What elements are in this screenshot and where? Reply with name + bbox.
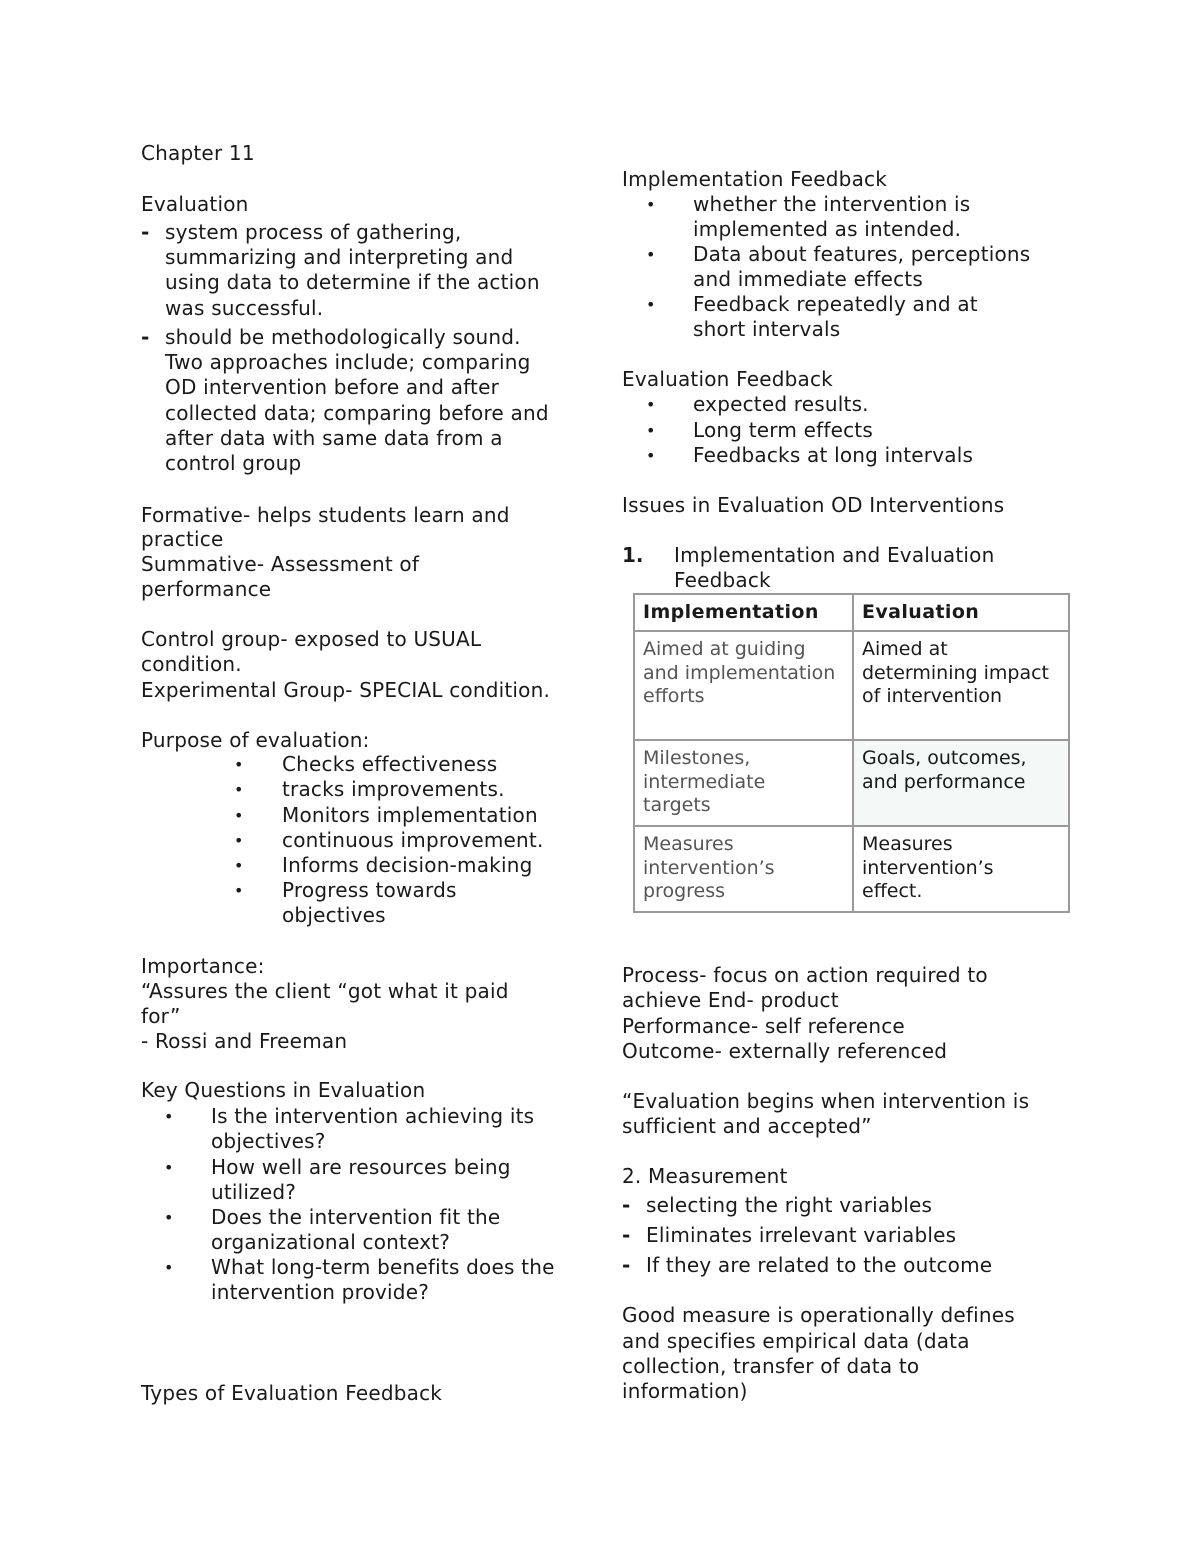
summative-line: performance xyxy=(141,577,272,601)
implementation-item-text: whether the intervention is implemented as intended. xyxy=(693,192,971,242)
bullet-marker: • xyxy=(646,395,656,414)
key-question xyxy=(164,1255,584,1305)
evaluation-feedback-item-text: Long term effects xyxy=(693,418,873,442)
bullet-marker: • xyxy=(234,831,244,850)
purpose-item xyxy=(234,777,574,802)
table-row xyxy=(634,826,1069,912)
implementation-evaluation-table xyxy=(633,593,1070,913)
bullet-marker: • xyxy=(164,1208,174,1227)
key-question-text: How well are resources being utilized? xyxy=(211,1155,511,1205)
bullet-marker: • xyxy=(234,856,244,875)
implementation-item xyxy=(646,192,1066,242)
table-cell xyxy=(853,631,1069,740)
types-heading: Types of Evaluation Feedback xyxy=(141,1381,443,1405)
bullet-marker: • xyxy=(646,295,656,314)
table-cell-text: Measures intervention’s effect. xyxy=(862,833,994,903)
implementation-item xyxy=(646,292,1066,342)
dash-marker: - xyxy=(141,220,150,244)
table-cell xyxy=(634,740,853,826)
bullet-marker: • xyxy=(164,1158,174,1177)
dash-marker: - xyxy=(622,1193,631,1217)
dash-marker: - xyxy=(141,325,150,349)
table-cell xyxy=(853,740,1069,826)
summative-line: Summative- Assessment of xyxy=(141,552,420,576)
evaluation-point xyxy=(141,220,581,321)
importance-quote: “Assures the client “got what it paid xyxy=(141,979,509,1003)
implementation-item-text: Feedback repeatedly and at short intervals xyxy=(693,292,978,342)
performance-line: Performance- self reference xyxy=(622,1014,905,1038)
key-question-text: Does the intervention fit the organizational context? xyxy=(211,1205,501,1255)
purpose-item-text: Checks effectiveness xyxy=(282,752,498,776)
purpose-item xyxy=(234,828,574,853)
table-header-cell: Implementation xyxy=(634,594,853,631)
begins-quote: “Evaluation begins when intervention is xyxy=(622,1089,1030,1113)
bullet-marker: • xyxy=(646,421,656,440)
table-cell xyxy=(634,631,853,740)
evaluation-feedback-heading: Evaluation Feedback xyxy=(622,367,833,391)
table-header-cell: Evaluation xyxy=(853,594,1069,631)
good-measure-line: information) xyxy=(622,1379,748,1403)
quote-author: - Rossi and Freeman xyxy=(141,1029,348,1053)
evaluation-feedback-item xyxy=(646,392,1066,417)
purpose-item-text: continuous improvement. xyxy=(282,828,544,852)
evaluation-point-text: should be methodologically sound. Two approaches include; comparing OD intervention before and after collected data; comparing before and after data with same data from a control group xyxy=(165,325,549,476)
key-question xyxy=(164,1155,584,1205)
good-measure-line: collection, transfer of data to xyxy=(622,1354,920,1378)
good-measure-line: and specifies empirical data (data xyxy=(622,1329,970,1353)
bullet-marker: • xyxy=(646,446,656,465)
table-row xyxy=(634,631,1069,740)
measurement-heading: 2. Measurement xyxy=(622,1164,788,1188)
table-cell xyxy=(634,826,853,912)
table-cell-text: Goals, outcomes, and performance xyxy=(862,747,1027,793)
purpose-item xyxy=(234,878,574,928)
purpose-item-text: Monitors implementation xyxy=(282,803,538,827)
key-question xyxy=(164,1205,584,1255)
bullet-marker: • xyxy=(234,806,244,825)
evaluation-feedback-item-text: Feedbacks at long intervals xyxy=(693,443,974,467)
table-cell-text: Aimed at guiding and implementation efforts xyxy=(643,638,836,707)
purpose-item-text: Progress towards objectives xyxy=(282,878,457,928)
key-question-text: Is the intervention achieving its objectives? xyxy=(211,1104,535,1154)
control-group-line: condition. xyxy=(141,652,242,676)
key-question xyxy=(164,1104,584,1154)
bullet-marker: • xyxy=(646,245,656,264)
measurement-item-text: selecting the right variables xyxy=(646,1193,933,1217)
bullet-marker: • xyxy=(234,755,244,774)
key-question-text: What long-term benefits does the intervention provide? xyxy=(211,1255,555,1305)
evaluation-heading: Evaluation xyxy=(141,192,249,216)
purpose-item-text: Informs decision-making xyxy=(282,853,533,877)
good-measure-line: Good measure is operationally defines xyxy=(622,1303,1015,1327)
evaluation-feedback-item xyxy=(646,418,1066,443)
table-header-row xyxy=(634,594,1069,631)
issue-text: Implementation and Evaluation Feedback xyxy=(674,543,995,592)
measurement-item xyxy=(622,1223,1062,1248)
process-line: achieve End- product xyxy=(622,988,839,1012)
dash-marker: - xyxy=(622,1253,631,1277)
purpose-heading: Purpose of evaluation: xyxy=(141,728,370,752)
begins-quote: sufficient and accepted” xyxy=(622,1114,872,1138)
bullet-marker: • xyxy=(234,780,244,799)
measurement-item xyxy=(622,1253,1062,1278)
measurement-item xyxy=(622,1193,1062,1218)
table-cell-text: Measures intervention’s progress xyxy=(643,833,775,903)
purpose-item xyxy=(234,752,574,777)
evaluation-point-text: system process of gathering, summarizing and interpreting and using data to determine if the action was successful. xyxy=(165,220,540,320)
bullet-marker: • xyxy=(646,195,656,214)
control-group-line: Control group- exposed to USUAL xyxy=(141,627,482,651)
table-cell xyxy=(853,826,1069,912)
purpose-item-text: tracks improvements. xyxy=(282,777,505,801)
issue-item xyxy=(622,543,1062,592)
table-row xyxy=(634,740,1069,826)
evaluation-point xyxy=(141,325,581,476)
purpose-item xyxy=(234,803,574,828)
importance-quote: for” xyxy=(141,1004,181,1028)
importance-heading: Importance: xyxy=(141,954,265,978)
implementation-feedback-heading: Implementation Feedback xyxy=(622,167,888,191)
formative-line: practice xyxy=(141,527,224,551)
formative-line: Formative- helps students learn and xyxy=(141,503,510,527)
chapter-title: Chapter 11 xyxy=(141,141,255,165)
bullet-marker: • xyxy=(164,1107,174,1126)
process-line: Process- focus on action required to xyxy=(622,963,988,987)
table-cell-text: Milestones, intermediate targets xyxy=(643,747,766,817)
bullet-marker: • xyxy=(234,881,244,900)
measurement-item-text: If they are related to the outcome xyxy=(646,1253,993,1277)
key-questions-heading: Key Questions in Evaluation xyxy=(141,1078,426,1102)
implementation-item xyxy=(646,242,1066,292)
bullet-marker: • xyxy=(164,1258,174,1277)
implementation-item-text: Data about features, perceptions and immediate effects xyxy=(693,242,1031,292)
dash-marker: - xyxy=(622,1223,631,1247)
issue-number: 1. xyxy=(622,543,644,567)
measurement-item-text: Eliminates irrelevant variables xyxy=(646,1223,957,1247)
outcome-line: Outcome- externally referenced xyxy=(622,1039,948,1063)
issues-heading: Issues in Evaluation OD Interventions xyxy=(622,493,1005,517)
table-cell-text: Aimed at determining impact of intervention xyxy=(862,638,1050,707)
purpose-item xyxy=(234,853,574,878)
experimental-group-line: Experimental Group- SPECIAL condition. xyxy=(141,678,551,702)
evaluation-feedback-item xyxy=(646,443,1066,468)
evaluation-feedback-item-text: expected results. xyxy=(693,392,869,416)
